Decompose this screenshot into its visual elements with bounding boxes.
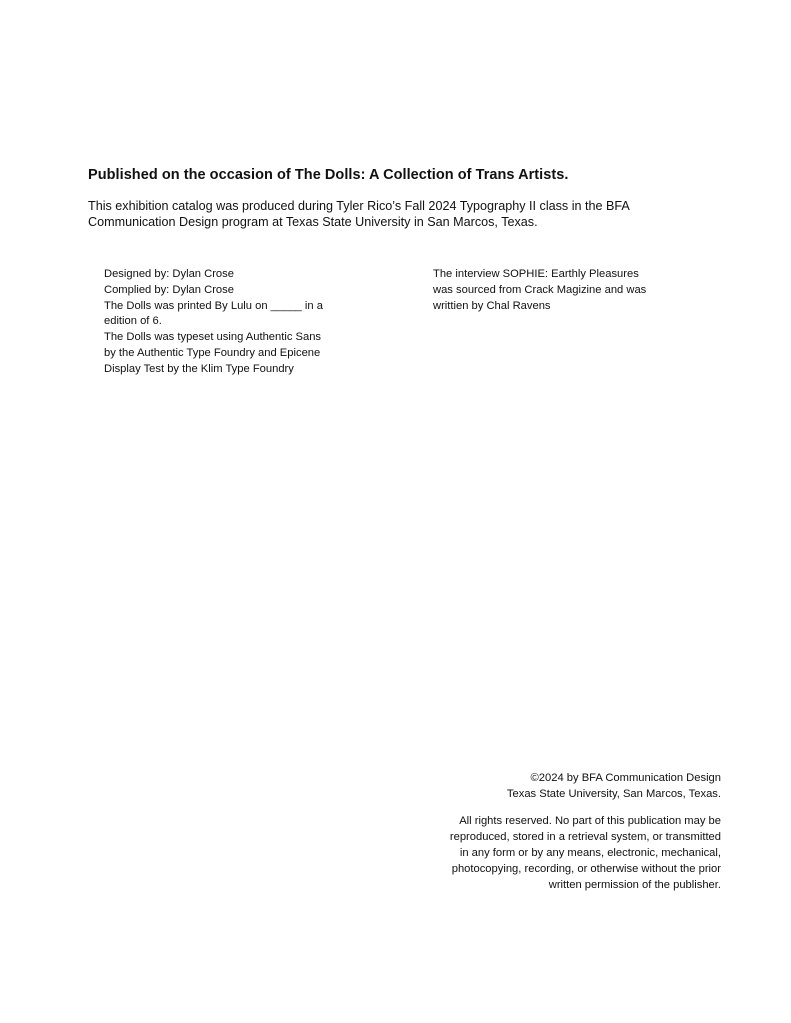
- credits-left-column: [104, 267, 323, 378]
- rights-line: written permission of the publisher.: [548, 879, 721, 891]
- credit-line: The Dolls was typeset using Authentic Sans: [104, 331, 322, 344]
- credits-right-column: [433, 267, 646, 314]
- credit-line: Complied by: Dylan Crose: [104, 283, 234, 296]
- rights-line: photocopying, recording, or otherwise without the prior: [451, 863, 721, 875]
- intro-line: This exhibition catalog was produced during Tyler Rico’s Fall 2024 Typography II class in the BFA: [88, 199, 630, 213]
- credit-line: was sourced from Crack Magizine and was: [433, 283, 647, 296]
- rights-statement: [450, 813, 721, 893]
- publication-heading: Published on the occasion of The Dolls: A Collection of Trans Artists.: [88, 167, 569, 183]
- copyright-line: ©2024 by BFA Communication Design: [530, 772, 721, 784]
- rights-line: reproduced, stored in a retrieval system, or transmitted: [449, 831, 721, 843]
- credit-line: Display Test by the Klim Type Foundry: [104, 362, 294, 375]
- rights-line: in any form or by any means, electronic, mechanical,: [459, 847, 721, 859]
- rights-line: All rights reserved. No part of this publication may be: [459, 815, 721, 827]
- credit-line: The interview SOPHIE: Earthly Pleasures: [433, 268, 639, 280]
- credit-line: Designed by: Dylan Crose: [104, 268, 234, 280]
- credit-line: writtien by Chal Ravens: [433, 299, 551, 312]
- credit-line: The Dolls was printed By Lulu on _____ in a: [104, 299, 323, 312]
- intro-paragraph: [88, 198, 688, 230]
- credit-line: edition of 6.: [104, 315, 162, 328]
- copyright-line: Texas State University, San Marcos, Texas.: [506, 788, 721, 800]
- copyright-notice: [507, 770, 721, 802]
- intro-line: Communication Design program at Texas State University in San Marcos, Texas.: [88, 215, 538, 229]
- credit-line: by the Authentic Type Foundry and Epicene: [104, 346, 321, 359]
